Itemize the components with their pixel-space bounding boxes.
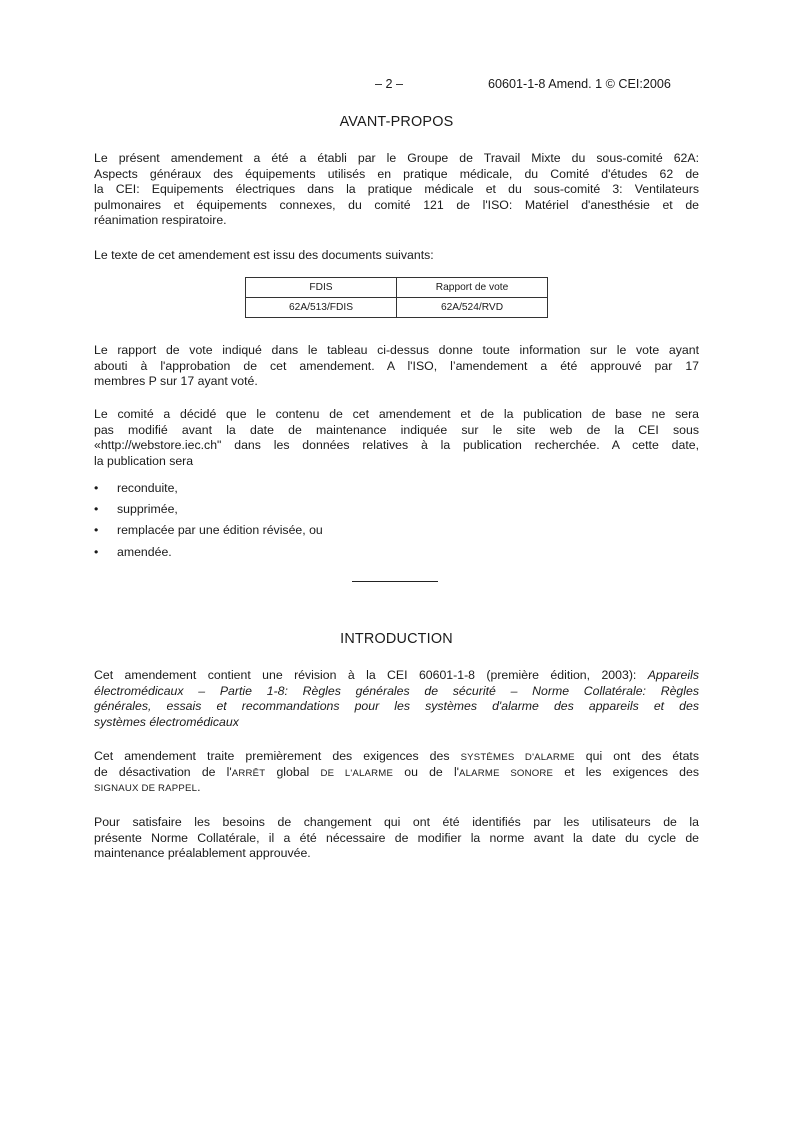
list-item [94,545,323,566]
text-line: Le comité a décidé que le contenu de cet amendement et de la publication de base ne sera [94,407,699,421]
defined-term: DE L'ALARME [320,767,394,779]
text-line [94,715,699,731]
text-line: pulmonaires et équipements connexes, du comité 121 de l'ISO: Matériel d'anesthésie et de [94,197,699,212]
list-item-text: reconduite, [117,481,178,495]
bullet-icon: • [94,523,99,538]
text-line: pas modifié avant la date de maintenance indiquée sur le site web de la CEI sous [94,422,699,437]
defined-term: ALARME SONORE [459,767,554,779]
text-line: membres P sur 17 ayant voté. [94,374,258,389]
foreword-paragraph-2 [94,248,699,264]
text-line: la publication sera [94,453,194,468]
text-line: réanimation respiratoire. [94,213,227,228]
text-line: Le présent amendement a été a établi par le Groupe de Travail Mixte du sous-comité 62A: [94,151,699,165]
page-number: – 2 – [375,77,404,91]
documents-table [245,277,548,318]
table-header-cell: Rapport de vote [397,278,548,298]
text-run: et les exigences des [553,764,699,779]
text-line: abouti à l'approbation de cet amendement. A l'ISO, l’amendement a été approuvé par 17 [94,358,699,373]
text-line [94,668,699,684]
text-line: Aspects généraux des équipements utilisés en pratique médicale, du Comité d'études 62 de [94,166,699,181]
text-run: Cet amendement traite premièrement des exigences des [94,749,461,763]
text-run: . [197,780,201,795]
list-item [94,481,323,502]
bullet-icon: • [94,481,99,495]
publication-options-list [94,481,323,566]
introduction-paragraph-1 [94,668,699,730]
table-cell: 62A/513/FDIS [246,298,397,318]
text-line [94,699,699,715]
text-run: Cet amendement contient une révision à la CEI 60601-1-8 (première édition, 2003): [94,668,648,682]
text-run: qui ont des états [574,749,699,763]
list-item-text: amendée. [117,544,172,559]
introduction-title: INTRODUCTION [340,631,453,647]
foreword-paragraph-4 [94,407,699,469]
page-header [0,77,793,93]
table-header-cell: FDIS [246,278,397,298]
document-reference: 60601-1-8 Amend. 1 © CEI:2006 [488,77,671,91]
introduction-paragraph-3 [94,815,699,862]
text-line [94,749,699,765]
bullet-icon: • [94,502,99,517]
table-row [246,298,548,318]
list-item-text: supprimée, [117,502,178,517]
defined-term: SIGNAUX DE RAPPEL [94,783,198,795]
standard-title-text: systèmes électromédicaux [94,714,239,729]
standard-title-text: Appareils [647,668,699,682]
text-run: ou de l' [393,764,460,779]
bullet-icon: • [94,544,99,559]
list-item [94,523,323,544]
section-divider [352,581,438,582]
table-cell: 62A/524/RVD [397,298,548,318]
text-line: la CEI: Equipements électriques dans la pratique médicale et du sous-comité 3: Ventilateurs [94,182,699,197]
text-line: Pour satisfaire les besoins de changement qui ont été identifiés par les utilisateurs de la [94,815,699,829]
text-run: de désactivation de l' [94,764,232,779]
foreword-paragraph-1 [94,151,699,229]
text-line: présente Norme Collatérale, il a été nécessaire de modifier la norme avant la date du cycle de [94,830,699,845]
defined-term: ARRÊT [231,767,266,779]
text-line: Le texte de cet amendement est issu des documents suivants: [94,248,434,262]
table-header-row [246,278,548,298]
text-run: global [265,764,321,779]
standard-title-text: électromédicaux – Partie 1-8: Règles générales de sécurité – Norme Collatérale: Règles [94,683,699,698]
list-item-text: remplacée par une édition révisée, ou [117,523,323,538]
list-item [94,502,323,523]
foreword-paragraph-3 [94,343,699,390]
text-line: «http://webstore.iec.ch" dans les données relatives à la publication recherchée. A cette date, [94,438,699,453]
text-line [94,765,699,781]
text-line [94,780,699,796]
text-line: Le rapport de vote indiqué dans le tableau ci-dessus donne toute information sur le vote ayant [94,343,699,357]
standard-title-text: générales, essais et recommandations pour les systèmes d'alarme des appareils et des [94,699,699,714]
text-line: maintenance préalablement approuvée. [94,846,311,861]
introduction-paragraph-2 [94,749,699,796]
foreword-title: AVANT-PROPOS [339,114,454,130]
defined-term: SYSTÈMES D'ALARME [460,752,575,763]
text-line [94,684,699,700]
